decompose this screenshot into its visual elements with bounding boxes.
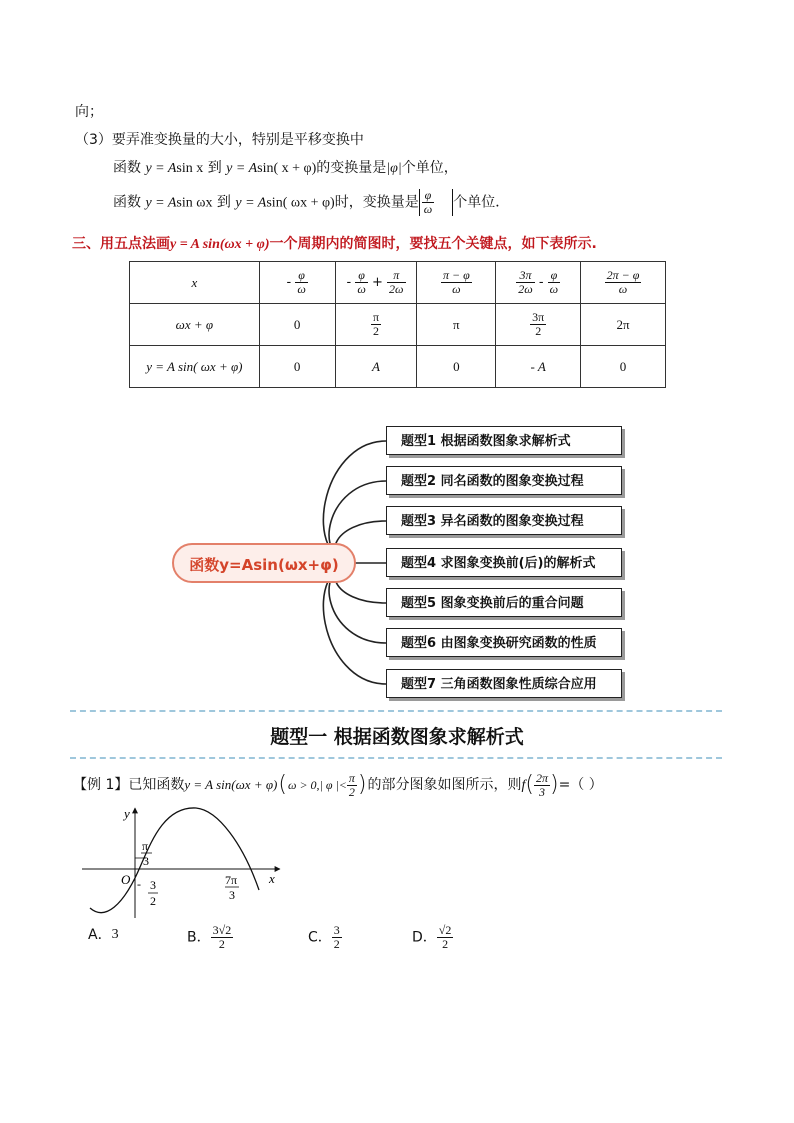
option-d[interactable] [412, 924, 453, 951]
denominator: ω [452, 282, 461, 296]
numerator: π [348, 770, 355, 785]
neg-den: 2 [150, 894, 156, 908]
formula: y = A [235, 195, 267, 211]
yint-den: 3 [143, 854, 149, 868]
numerator: π − φ [442, 268, 470, 282]
yint-num: π [142, 839, 149, 853]
formula: y = A [145, 161, 177, 176]
mindmap-item-5: 题型5 图象变换前后的重合问题 [386, 588, 622, 617]
option-label: D． [412, 929, 437, 946]
mindmap-item-6: 题型6 由图象变换研究函数的性质 [386, 628, 622, 657]
example-1 [73, 770, 603, 800]
text: 函数 [113, 194, 141, 211]
numerator: 3π [532, 310, 545, 324]
heading-formula: y = A sin(ωx + φ) [170, 237, 270, 252]
numerator: φ [424, 188, 432, 202]
numerator: 3√2 [212, 923, 232, 937]
abs-phi: |φ| [386, 161, 402, 176]
formula: y = A [145, 195, 177, 211]
zero-num: 7π [225, 873, 238, 887]
denominator: ω [357, 282, 366, 296]
denominator: 2 [348, 784, 355, 799]
denominator: ω [549, 282, 559, 296]
mindmap-item-4: 题型4 求图象变换前(后)的解析式 [386, 548, 622, 577]
denominator: 2 [373, 324, 379, 338]
plus: + [371, 275, 383, 290]
sign: - [346, 275, 352, 290]
condition: ω > 0,| φ |< [287, 778, 347, 792]
option-label: B． [187, 929, 211, 946]
heading-prefix: 三、用五点法画 [72, 236, 170, 252]
table-cell: π [417, 304, 496, 346]
section-title: 题型一 根据函数图象求解析式 [270, 726, 524, 748]
minus: - [538, 275, 544, 290]
numerator: 2π [535, 770, 548, 785]
neg-sign: - [137, 877, 141, 891]
option-label: C． [308, 929, 332, 946]
text: 到 [203, 160, 227, 176]
formula: y = A [226, 161, 258, 176]
x-axis-label: x [269, 871, 275, 886]
denominator: 2 [333, 937, 340, 951]
option-label: A． [88, 927, 112, 943]
numerator: π [387, 269, 405, 283]
formula: sin x [176, 161, 204, 176]
section-divider-top [70, 710, 722, 712]
table-cell: 0 [581, 346, 666, 388]
text: 个单位． [453, 194, 510, 211]
text: 的变换量是 [316, 160, 387, 176]
text: 个单位， [401, 160, 458, 176]
numerator: π [372, 310, 380, 324]
fraction [332, 924, 342, 951]
zero-den: 3 [229, 888, 235, 902]
text: 时，变换量是 [334, 194, 419, 211]
denominator: ω [297, 282, 306, 296]
denominator: 2ω [389, 282, 404, 296]
text: 函数 [113, 160, 141, 176]
fraction [347, 772, 357, 799]
fraction [211, 924, 234, 951]
fraction [534, 772, 550, 799]
y-axis-label: y [124, 806, 130, 821]
table-cell: 0 [259, 304, 335, 346]
numerator: √2 [438, 923, 452, 937]
numerator: 3π [516, 269, 534, 283]
origin-label: O [121, 872, 131, 887]
row-label-y: y = A sin( ωx + φ) [130, 346, 260, 388]
option-a[interactable] [88, 924, 119, 944]
option-c[interactable] [308, 924, 342, 951]
sign: - [286, 275, 292, 290]
text: 已知函数 [128, 777, 185, 793]
formula: y = A sin(ωx + φ) [184, 777, 278, 792]
row-label-x: x [130, 262, 260, 304]
denominator: 2ω [518, 282, 533, 296]
sine-graph [78, 804, 288, 920]
paren: ( [525, 772, 534, 797]
mindmap-item-3: 题型3 异名函数的图象变换过程 [386, 506, 622, 535]
formula: sin( x + φ) [257, 161, 317, 176]
denominator: ω [423, 202, 433, 216]
fraction [437, 924, 454, 951]
example-tag: 【例 1】 [73, 777, 129, 793]
table-cell: 2π [581, 304, 666, 346]
denominator: 2 [442, 937, 449, 951]
numerator: 2π − φ [606, 268, 640, 282]
numerator: φ [548, 269, 560, 283]
mindmap-center-node: 函数y=Asin(ωx+φ) [172, 543, 356, 583]
paren: ) [357, 772, 367, 797]
mindmap-item-1: 题型1 根据函数图象求解析式 [386, 426, 622, 455]
text: 到 [212, 194, 236, 211]
denominator: ω [618, 282, 628, 296]
option-value: 3 [111, 927, 119, 942]
mindmap-item-7: 题型7 三角函数图象性质综合应用 [386, 669, 622, 698]
table-cell: 0 [259, 346, 335, 388]
heading-suffix: 一个周期内的简图时，要找五个关键点，如下表所示. [269, 236, 597, 252]
denominator: 3 [538, 784, 545, 799]
paren: ) [549, 772, 559, 797]
intro-line-1: 向； [75, 104, 103, 120]
numerator: φ [295, 269, 307, 283]
denominator: 2 [535, 324, 542, 338]
section-divider-bottom [70, 757, 722, 759]
numerator: φ [355, 269, 367, 283]
formula: sin ωx [176, 195, 213, 211]
text: =（ ） [558, 777, 603, 793]
mindmap-item-2: 题型2 同名函数的图象变换过程 [386, 466, 622, 495]
f: f [521, 778, 526, 793]
numerator: 3 [333, 923, 340, 937]
table-cell: - A [496, 346, 581, 388]
table-cell: A [335, 346, 417, 388]
table-cell: 0 [417, 346, 496, 388]
paren: ( [278, 772, 287, 797]
intro-line-2: （3）要弄准变换量的大小，特别是平移变换中 [75, 132, 364, 148]
denominator: 2 [218, 937, 225, 951]
neg-num: 3 [150, 878, 156, 892]
text: 的部分图象如图所示，则 [367, 777, 522, 793]
row-label-phase: ωx + φ [130, 304, 260, 346]
option-b[interactable] [187, 924, 233, 951]
formula: sin( ωx + φ) [266, 195, 335, 211]
